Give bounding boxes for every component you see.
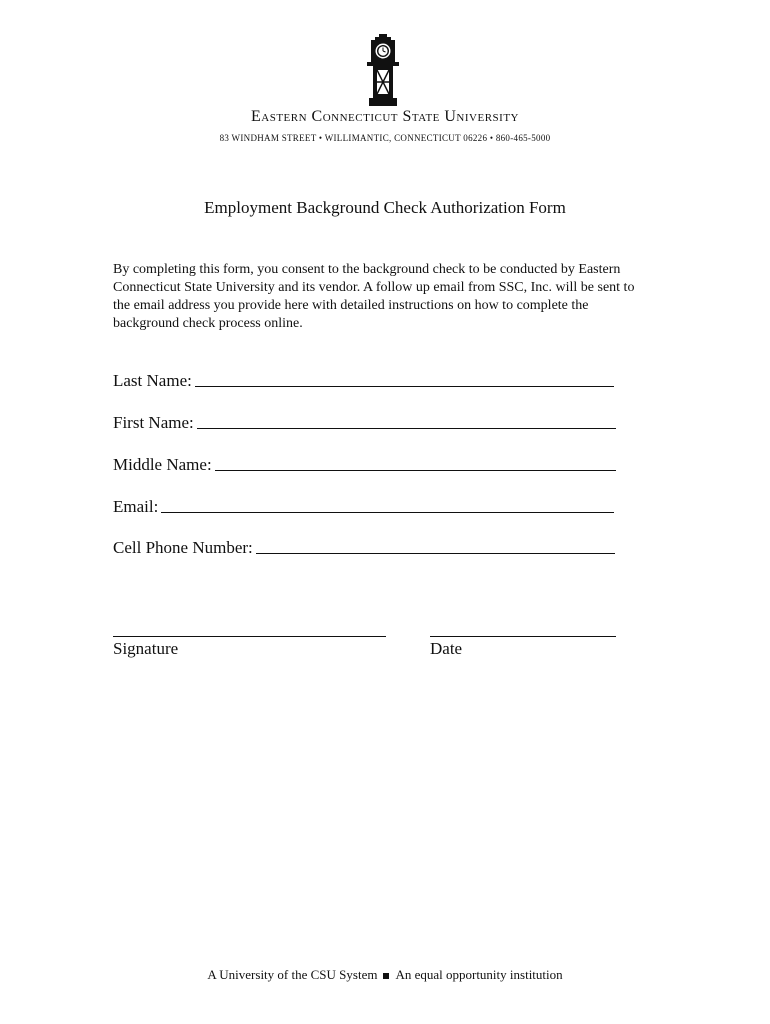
email-field[interactable] [113,493,614,517]
university-name: Eastern Connecticut State University [250,108,519,125]
cell-phone-line[interactable] [256,536,615,554]
cell-phone-field[interactable] [113,534,615,558]
last-name-label: Last Name: [113,371,192,390]
signature-label: Signature [113,639,179,658]
footer-csu-text: A University of the CSU System [207,967,378,982]
last-name-line[interactable] [195,369,614,387]
footer [0,967,770,983]
cell-phone-label: Cell Phone Number: [113,538,253,557]
square-bullet-icon [383,973,389,979]
consent-paragraph: By completing this form, you consent to the background check to be conducted by Eastern Connecticut State University and its vendor. A follow up email from SSC, Inc. will be sent to the email address you provide here with detailed instructions on how to complete the background check process online. [113,262,635,331]
form-title: Employment Background Check Authorization Form [204,198,566,217]
first-name-field[interactable] [113,409,616,433]
first-name-line[interactable] [197,411,616,429]
email-line[interactable] [161,495,614,513]
first-name-label: First Name: [113,413,194,432]
middle-name-field[interactable] [113,451,616,475]
university-logo-icon [361,34,405,106]
signature-line[interactable] [113,636,386,637]
last-name-field[interactable] [113,367,614,391]
university-address: 83 WINDHAM STREET • WILLIMANTIC, CONNECTICUT 06226 • 860-465-5000 [219,133,551,143]
middle-name-line[interactable] [215,453,616,471]
date-line[interactable] [430,636,616,637]
email-label: Email: [113,497,159,516]
footer-eoi-text: An equal opportunity institution [395,967,563,982]
middle-name-label: Middle Name: [113,455,212,474]
date-label: Date [430,639,463,658]
